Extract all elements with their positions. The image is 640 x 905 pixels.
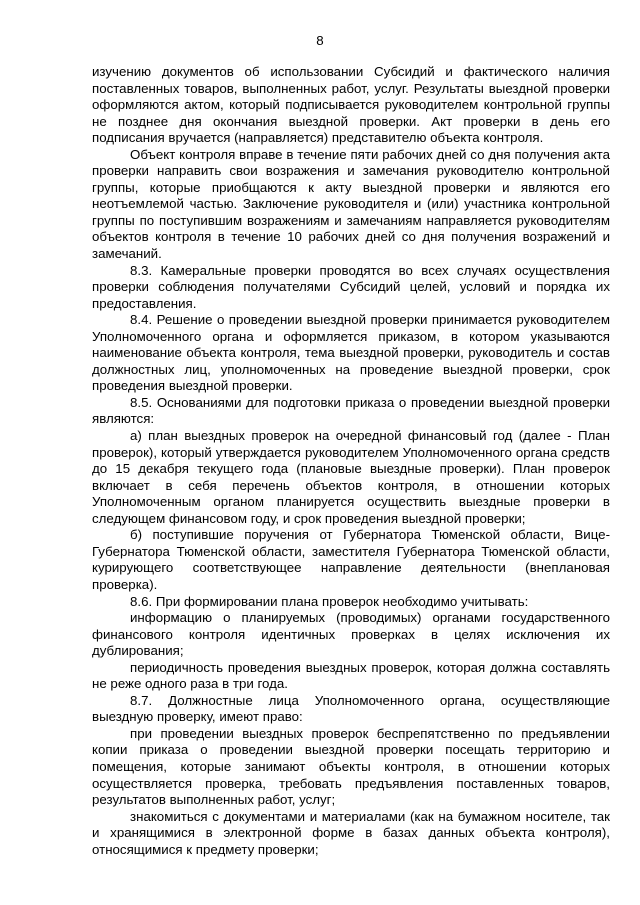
paragraph: 8.7. Должностные лица Уполномоченного органа, осуществляющие выездную проверку, имеют право:: [92, 692, 610, 725]
paragraph: изучению документов об использовании Субсидий и фактического наличия поставленных товаров, выполненных работ, услуг. Результаты выездной проверки оформляются актом, который подписывается руководителем контрольной группы не позднее дня окончания выездной проверки. Акт проверки в день его подписания вручается (направляется) представителю объекта контроля.: [92, 64, 610, 146]
paragraph: а) план выездных проверок на очередной финансовый год (далее - План проверок), который утверждается руководителем Уполномоченного органа средств до 15 декабря текущего года (плановые выездные проверки). План проверок включает в себя перечень объектов контроля, в отношении которых Уполномоченным органом планируется осуществить выездные проверки в следующем финансовом году, и срок проведения выездной проверки;: [92, 428, 610, 526]
paragraph: 8.3. Камеральные проверки проводятся во всех случаях осуществления проверки соблюдения получателями Субсидий целей, условий и порядка их предоставления.: [92, 262, 610, 311]
document-body: [92, 64, 610, 858]
paragraph: при проведении выездных проверок беспрепятственно по предъявлении копии приказа о проведении выездной проверки посещать территорию и помещения, которые занимают объекты контроля, в отношении которых осуществляется проверка, требовать предъявления поставленных товаров, результатов выполненных работ, услуг;: [92, 725, 610, 808]
paragraph: б) поступившие поручения от Губернатора Тюменской области, Вице-Губернатора Тюменской области, заместителя Губернатора Тюменской области, курирующего соответствующее направление деятельности (внеплановая проверка).: [92, 527, 610, 592]
paragraph: информацию о планируемых (проводимых) органами государственного финансового контроля идентичных проверках в целях исключения их дублирования;: [92, 610, 610, 659]
paragraph: 8.4. Решение о проведении выездной проверки принимается руководителем Уполномоченного органа и оформляется приказом, в котором указываются наименование объекта контроля, тема выездной проверки, руководитель и состав должностных лиц, уполномоченных на проведение выездной проверки, срок проведения выездной проверки.: [92, 312, 610, 394]
paragraph: периодичность проведения выездных проверок, которая должна составлять не реже одного раза в три года.: [92, 659, 610, 692]
paragraph: 8.6. При формировании плана проверок необходимо учитывать:: [130, 593, 529, 609]
page-number: 8: [316, 33, 324, 48]
paragraph: 8.5. Основаниями для подготовки приказа о проведении выездной проверки являются:: [92, 394, 610, 427]
paragraph: знакомиться с документами и материалами (как на бумажном носителе, так и хранящимися в электронной форме в базах данных объекта контроля), относящимися к предмету проверки;: [92, 808, 610, 857]
paragraph: Объект контроля вправе в течение пяти рабочих дней со дня получения акта проверки направить свои возражения и замечания руководителю контрольной группы, которые приобщаются к акту выездной проверки и являются его неотъемлемой частью. Заключение руководителя и (или) участника контрольной группы по поступившим возражениям и замечаниям направляется руководителям объектов контроля в течение 10 рабочих дней со дня получения возражений и замечаний.: [92, 146, 610, 262]
